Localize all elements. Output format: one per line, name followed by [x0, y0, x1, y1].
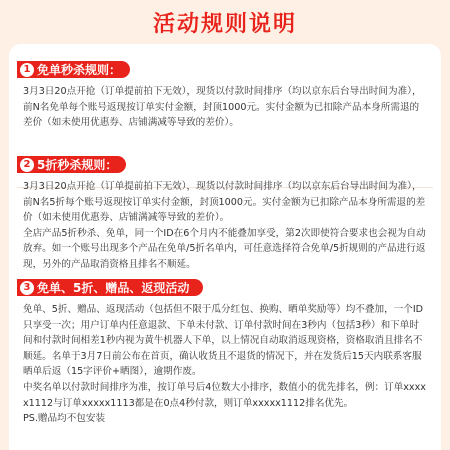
- section-header: [17, 156, 126, 173]
- section-number-badge: 3: [20, 281, 34, 295]
- section-heading: 免单秒杀规则：: [37, 63, 122, 77]
- section-combined-activities: [17, 275, 433, 427]
- rules-card: [9, 44, 441, 450]
- section-text: 全店产品5折秒杀、免单，同一个ID在6个月内不能叠加享受，第2次即使符合要求也会视为自动放弃。如一个账号出现多个产品在免单/5折名单内，可任意选择符合免单/5折规则的产品进行返现，另外的产品取消资格且排名不顺延。: [23, 227, 426, 270]
- section-free-order: [17, 57, 433, 131]
- section-number-badge: 1: [20, 63, 34, 77]
- page-title: 活动规则说明: [152, 11, 297, 37]
- section-half-price: [17, 152, 433, 273]
- section-header: [17, 279, 203, 296]
- section-heading: 免单、5折、赠品、返现活动: [37, 281, 190, 295]
- section-text: 3月3日20点开抢（订单提前拍下无效），现货以付款时间排序（均以京东后台导出时间为准），前N名免单每个账号返现按订单实付金额，封顶1000元。实付金额为已扣除产品本身所需退的差价（如未使用优惠券、店铺满减等导致的差价）。: [23, 86, 422, 129]
- section-text: 中奖名单以付款时间排序为准，按订单号后4位数大小排序，数值小的优先排名，例：订单xxxxx1112与订单xxxxx1113都是在0点4秒付款，则订单xxxxx1112排名优先。: [23, 381, 426, 409]
- section-heading: 5折秒杀规则：: [37, 158, 118, 172]
- section-text: 3月3日20点开抢（订单提前拍下无效），现货以付款时间排序（均以京东后台导出时间为准），前N名5折每个账号返现按订单实付金额，封顶1000元。实付金额为已扣除产品本身所需退的差价（如未使用优惠券、店铺满减等导致的差价）。: [23, 181, 426, 224]
- section-text: PS.赠品均不包安装: [23, 413, 106, 425]
- section-text: 免单、5折、赠品、返现活动（包括但不限于瓜分红包、换购、晒单奖励等）均不叠加，一个ID只享受一次；用户订单内任意退款、下单未付款、订单付款时间在3秒内（包括3秒）和下单时间和付款时间相差1秒内视为黄牛机器人下单，以上情况自动取消返现资格，资格取消且排名不顺延。名单于3月7日前公布在首页，确认收货且不退货的情况下，并在发货后15天内联系客服晒单后返（15字评价+晒图），逾期作废。: [23, 304, 424, 378]
- section-header: [17, 61, 130, 78]
- section-number-badge: 2: [20, 158, 34, 172]
